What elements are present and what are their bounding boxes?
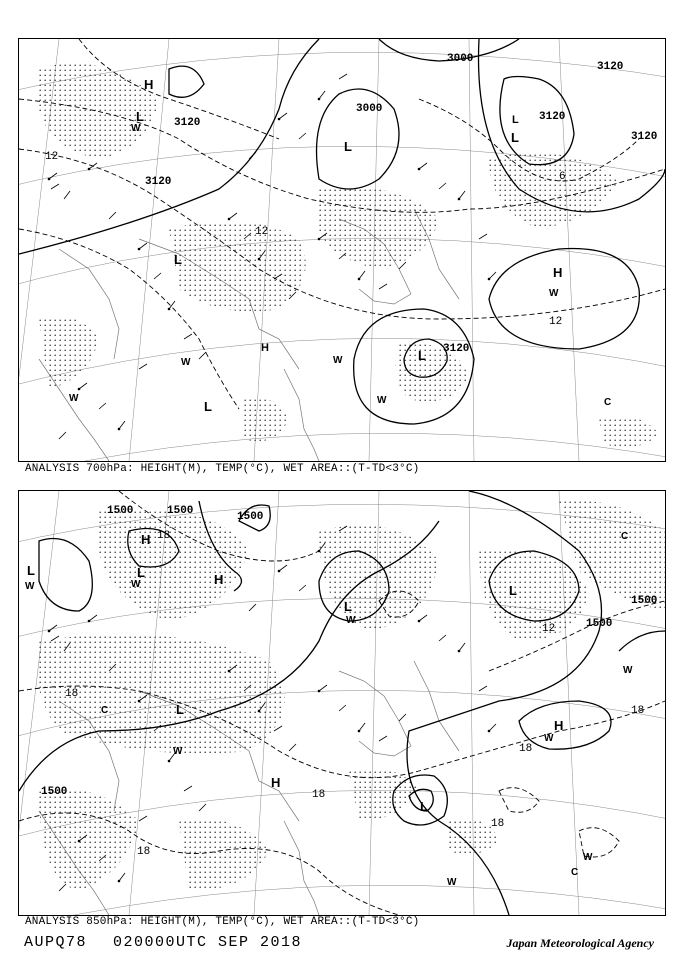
isotherm-label: 18 (312, 789, 326, 801)
warm-center-symbol: W (346, 615, 356, 626)
isotherm-labels-700 (45, 151, 566, 328)
contour-label: 3000 (447, 53, 474, 65)
warm-center-symbol: W (623, 665, 633, 676)
warm-center-symbol: W (173, 746, 183, 757)
contour-label: 3120 (174, 117, 201, 129)
contour-label: 3120 (631, 131, 658, 143)
high-center-symbol: H (271, 775, 281, 790)
valid-time: 020000UTC SEP 2018 (113, 934, 303, 951)
warm-center-symbol: W (583, 852, 593, 863)
cold-center-symbol: C (604, 397, 612, 408)
high-center-symbol: H (144, 77, 154, 92)
low-center-symbol: L (344, 599, 352, 614)
warm-center-symbol: W (549, 288, 559, 299)
contour-label: 3120 (443, 343, 470, 355)
isotherm-label: 18 (137, 846, 151, 858)
contour-label: 3120 (145, 176, 172, 188)
isotherm-label: 12 (45, 151, 59, 163)
low-center-symbol: L (27, 563, 35, 578)
caption-850hpa: ANALYSIS 850hPa: HEIGHT(M), TEMP(°C), WET AREA::(T-TD<3°C) (25, 916, 420, 928)
contour-label: 1500 (167, 505, 194, 517)
low-center-symbol: L (204, 399, 212, 414)
low-center-symbol: L (174, 252, 182, 267)
warm-center-symbol: W (131, 579, 141, 590)
cold-center-symbol: C (621, 531, 629, 542)
contour-label: 3120 (597, 61, 624, 73)
isotherm-label: 18 (519, 743, 533, 755)
low-center-symbol: L (511, 130, 519, 145)
high-center-symbol: H (141, 532, 151, 547)
low-center-symbol: L (137, 565, 145, 580)
isotherm-label: 18 (491, 818, 505, 830)
analysis-850hpa-map (18, 490, 666, 916)
warm-center-symbol: W (181, 357, 191, 368)
contour-label: 1500 (237, 511, 264, 523)
isotherm-label: 12 (255, 226, 269, 238)
high-center-symbol: H (261, 342, 269, 354)
isotherm-label: 18 (631, 705, 645, 717)
isotherm-label: 12 (549, 316, 563, 328)
low-center-symbol: L (176, 702, 184, 717)
agency-name: Japan Meteorological Agency (506, 936, 654, 950)
low-center-symbol: L (418, 348, 426, 363)
contour-label: 1500 (586, 618, 613, 630)
contour-label: 3000 (356, 103, 383, 115)
warm-center-symbol: W (333, 355, 343, 366)
contour-label: 1500 (41, 786, 68, 798)
caption-700hpa: ANALYSIS 700hPa: HEIGHT(M), TEMP(°C), WET AREA::(T-TD<3°C) (25, 463, 420, 475)
contour-label: 3120 (539, 111, 566, 123)
warm-center-symbol: W (25, 581, 35, 592)
warm-center-symbol: W (544, 733, 554, 744)
isotherm-label: 12 (542, 623, 556, 635)
cold-center-symbol: C (571, 867, 579, 878)
warm-center-symbol: W (447, 877, 457, 888)
warm-center-symbol: W (377, 395, 387, 406)
isotherm-label: 6 (559, 171, 566, 183)
map-700hpa-canvas (19, 39, 665, 461)
low-center-symbol: L (136, 109, 144, 124)
low-center-symbol: L (344, 139, 352, 154)
contour-label: 1500 (631, 595, 658, 607)
wet-areas (39, 63, 659, 447)
low-center-symbol: L (509, 583, 517, 598)
warm-center-symbol: W (131, 123, 141, 134)
chart-id: AUPQ78 (24, 934, 88, 951)
warm-center-symbol: W (69, 393, 79, 404)
chart-header (24, 934, 328, 951)
high-center-symbol: H (553, 265, 563, 280)
low-center-symbol: L (512, 114, 519, 126)
isotherm-label: 18 (157, 530, 171, 542)
high-center-symbol: H (554, 718, 564, 733)
map-850hpa-canvas (19, 491, 665, 915)
analysis-700hpa-map (18, 38, 666, 462)
contour-label: 1500 (107, 505, 134, 517)
low-center-symbol: L (420, 799, 428, 814)
cold-center-symbol: C (101, 705, 109, 716)
isotherm-label: 18 (65, 688, 79, 700)
high-center-symbol: H (214, 572, 224, 587)
